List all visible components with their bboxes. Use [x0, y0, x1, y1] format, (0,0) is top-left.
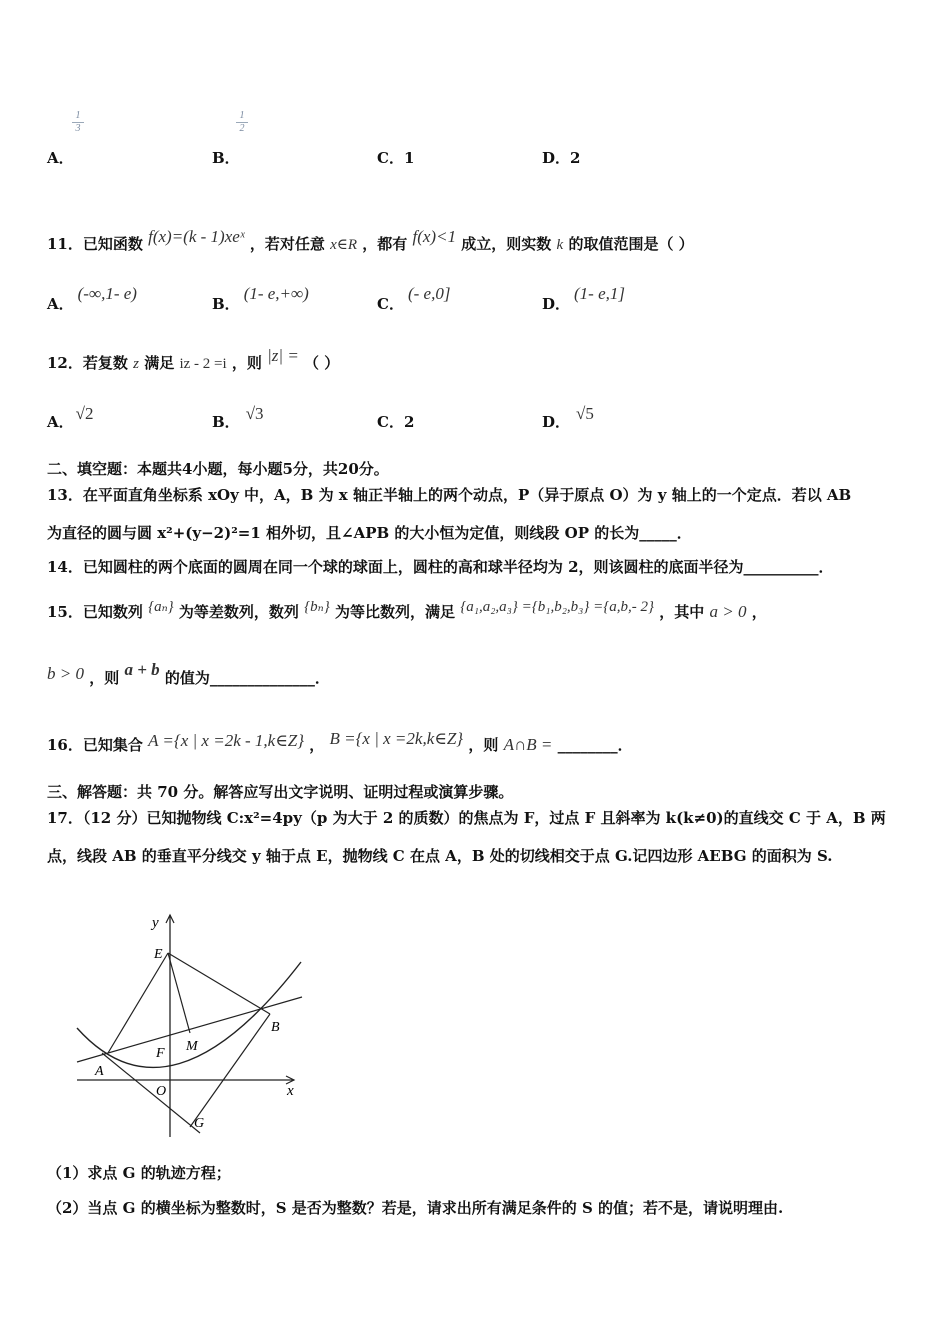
q16-text: ，则	[468, 736, 499, 754]
q16-expression: A∩B =	[503, 735, 553, 754]
q16-set-a: A ={x | x =2k - 1,k∈Z}	[148, 731, 305, 750]
q11-option-a[interactable]	[47, 284, 137, 314]
q12-option-d[interactable]	[542, 404, 594, 432]
q15-set-equality: {a₁,a₂,a₃} ={b₁,b₂,b₃} ={a,b,- 2}	[460, 599, 655, 615]
q12-option-a[interactable]	[47, 404, 94, 432]
q15-text: ，	[751, 603, 767, 621]
q11-text: ，若对任意	[249, 235, 325, 253]
option-value: √3	[245, 404, 264, 423]
option-label: D．	[542, 413, 571, 431]
label-o: O	[156, 1084, 167, 1099]
q10-option-c[interactable]: C．1	[377, 149, 415, 167]
fraction-numerator: 1	[239, 110, 245, 121]
q12-text: 满足	[144, 354, 175, 372]
question-16	[47, 729, 633, 755]
q15-text: ，则	[89, 669, 120, 687]
q11-text: 的取值范围是（ ）	[568, 235, 694, 253]
label-f: F	[156, 1046, 165, 1061]
question-12	[47, 346, 340, 373]
q12-equation: iz - 2 =i	[179, 356, 227, 372]
label-e: E	[154, 947, 163, 962]
q11-text: ，都有	[362, 235, 408, 253]
tangent-at-b	[190, 1014, 270, 1127]
q15-text: 为等差数列，数列	[178, 603, 299, 621]
fraction-denominator: 2	[236, 122, 248, 135]
q13-line-2: 为直径的圆与圆 x²+(y−2)²=1 相外切，且∠APB 的大小恒为定值，则线段 OP 的长为_____．	[47, 524, 692, 542]
q11-inequality: f(x)<1	[412, 227, 457, 246]
label-x: x	[287, 1083, 294, 1099]
q17-sub-2: （2）当点 G 的横坐标为整数时，S 是否为整数？若是，请求出所有满足条件的 S 的值；若不是，请说明理由.	[47, 1199, 784, 1217]
option-value: (- e,0]	[407, 284, 451, 303]
q11-option-c[interactable]	[377, 284, 451, 314]
q16-prefix: 16．已知集合	[47, 736, 143, 754]
q12-option-c[interactable]	[377, 411, 414, 432]
option-value: √2	[75, 404, 94, 423]
q11-condition: x∈R	[330, 237, 358, 253]
fraction-denominator: 3	[72, 122, 84, 135]
q13-line-1: 13．在平面直角坐标系 xOy 中，A，B 为 x 轴正半轴上的两个动点，P（异于原点 O）为 y 轴上的一个定点．若以 AB	[47, 486, 852, 504]
q15-prefix: 15．已知数列	[47, 603, 143, 621]
option-label: C．2	[377, 413, 415, 431]
option-label: B．	[212, 413, 240, 431]
q15-text: ，其中	[659, 603, 705, 621]
q10-option-d[interactable]: D．2	[542, 149, 581, 167]
label-y: y	[152, 915, 159, 931]
option-label: D．	[542, 295, 571, 313]
q11-text: 成立，则实数	[461, 235, 552, 253]
parabola-figure	[72, 905, 312, 1140]
fraction-numerator: 1	[75, 110, 81, 121]
q15-text: 为等比数列，满足	[334, 603, 455, 621]
segment-em	[168, 953, 190, 1033]
q12-modulus: |z| =	[267, 346, 299, 365]
q12-option-b[interactable]	[212, 404, 264, 432]
q11-option-b[interactable]	[212, 284, 309, 314]
option-value: (-∞,1- e)	[77, 284, 137, 303]
q11-variable: k	[556, 237, 564, 253]
q15-expression: a + b	[124, 660, 160, 679]
q15-seq-b: {bₙ}	[304, 599, 330, 615]
q17-sub-1: （1）求点 G 的轨迹方程；	[47, 1164, 231, 1182]
question-14: 14．已知圆柱的两个底面的圆周在同一个球的球面上，圆柱的高和球半径均为 2，则该圆柱的底面半径为__________．	[47, 558, 834, 576]
q12-variable: z	[133, 356, 139, 372]
q12-text: ，则	[231, 354, 262, 372]
q16-set-b: B ={x | x =2k,k∈Z}	[329, 729, 464, 748]
q17-line-1: 17．（12 分）已知抛物线 C:x²=4py（p 为大于 2 的质数）的焦点为 F，过点 F 且斜率为 k(k≠0)的直线交 C 于 A，B 两	[47, 809, 886, 827]
section-3-heading: 三、解答题：共 70 分。解答应写出文字说明、证明过程或演算步骤。	[47, 783, 514, 801]
q11-option-d[interactable]	[542, 284, 625, 314]
q11-prefix: 11．已知函数	[47, 235, 143, 253]
label-b: B	[271, 1020, 280, 1035]
q11-formula: f(x)=(k - 1)xeˣ	[148, 227, 245, 246]
option-value: √5	[576, 404, 594, 423]
q17-line-2: 点，线段 AB 的垂直平分线交 y 轴于点 E，抛物线 C 在点 A，B 处的切线相交于点 G.记四边形 AEBG 的面积为 S.	[47, 847, 833, 865]
q10-option-b[interactable]: B．	[212, 149, 240, 167]
option-b-fraction	[236, 110, 248, 135]
tangent-at-a	[102, 1053, 200, 1133]
segment-eb	[168, 953, 270, 1014]
label-g: G	[194, 1116, 205, 1131]
option-label: A．	[47, 413, 74, 431]
label-m: M	[186, 1039, 198, 1054]
option-label: C．	[377, 295, 404, 313]
option-value: (1- e,+∞)	[243, 284, 309, 303]
option-a-fraction	[72, 110, 84, 135]
q15-condition-b: b > 0	[47, 664, 84, 683]
option-label: B．	[212, 295, 240, 313]
question-15	[47, 601, 767, 622]
q15-answer-blank: 的值为______________．	[164, 669, 330, 687]
option-label: A．	[47, 295, 74, 313]
q16-answer-blank: ________．	[557, 736, 633, 754]
q15-seq-a: {aₙ}	[148, 599, 174, 615]
q12-text: （ ）	[304, 354, 340, 372]
q16-text: ，	[309, 736, 325, 754]
label-a: A	[95, 1064, 104, 1079]
question-15-cont	[47, 660, 330, 688]
q15-condition-a: a > 0	[709, 602, 747, 621]
q10-option-a[interactable]: A．	[47, 149, 74, 167]
question-11	[47, 227, 694, 254]
option-value: (1- e,1]	[574, 284, 625, 303]
q12-prefix: 12．若复数	[47, 354, 128, 372]
section-2-heading: 二、填空题：本题共4小题，每小题5分，共20分。	[47, 460, 389, 478]
